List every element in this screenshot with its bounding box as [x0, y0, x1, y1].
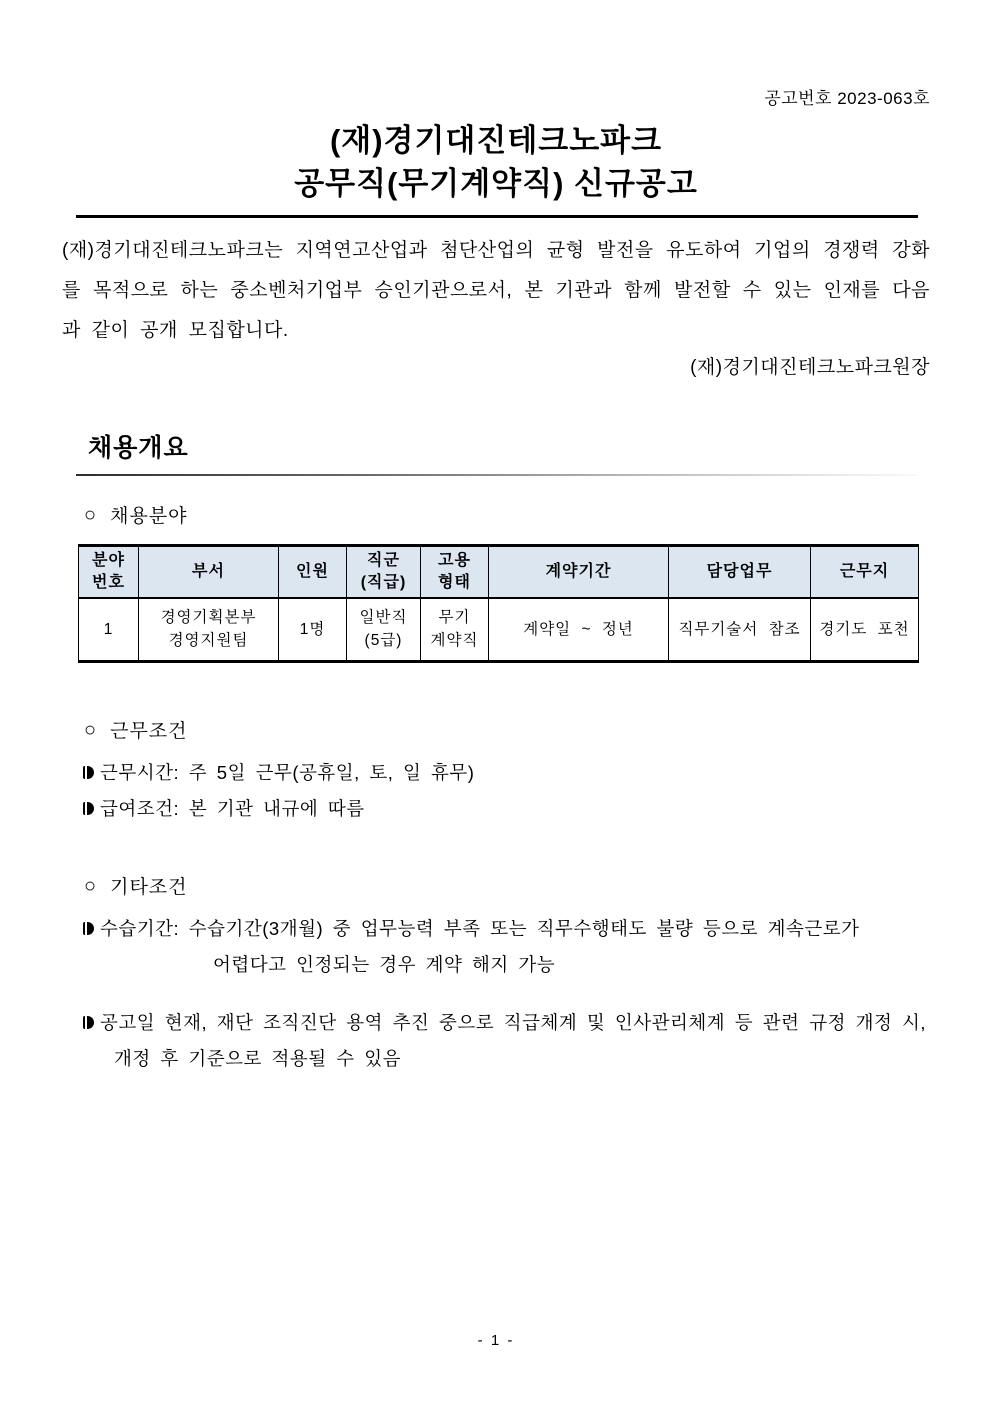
other-condition-continuation: 어렵다고 인정되는 경우 계약 해지 가능 — [213, 954, 556, 975]
col-header-text: 직군 — [367, 551, 400, 569]
col-header-employ-type — [421, 546, 489, 598]
other-condition-item — [62, 1005, 930, 1077]
recruit-table-header — [79, 546, 919, 598]
half-circle-bullet-icon — [83, 802, 94, 815]
col-header-contract-period — [489, 546, 669, 598]
document-title-line1: (재)경기대진테크노파크 — [329, 123, 663, 158]
document-title-line2: 공무직(무기계약직) 신규공고 — [294, 166, 698, 201]
circle-bullet-icon: ○ — [84, 874, 98, 897]
work-condition-text: 급여조건: 본 기관 내규에 따름 — [100, 798, 365, 819]
subsection-work-conditions — [62, 716, 930, 743]
half-circle-bullet-icon — [83, 922, 94, 935]
other-condition-line — [62, 1005, 930, 1041]
cell-department — [139, 598, 279, 662]
intro-paragraph: (재)경기대진테크노파크는 지역연고산업과 첨단산업의 균형 발전을 유도하여 기업의 경쟁력 강화를 목적으로 하는 중소벤처기업부 승인기관으로서, 본 기관과 함께 발전할 수 있는 인재를 다음과 같이 공개 모집합니다. — [62, 240, 930, 341]
col-header-headcount — [279, 546, 347, 598]
document-title — [62, 119, 930, 205]
subsection-work-conditions-label: 근무조건 — [110, 721, 188, 742]
col-header-duty — [669, 546, 811, 598]
recruit-table — [78, 544, 919, 663]
cell-text: 계약직 — [430, 632, 479, 650]
cell-employ-type — [421, 598, 489, 662]
subsection-other-conditions-label: 기타조건 — [110, 877, 188, 898]
subsection-other-conditions — [62, 872, 930, 899]
other-condition-line — [62, 911, 930, 947]
col-header-location — [811, 546, 919, 598]
half-circle-bullet-icon — [83, 1016, 94, 1029]
col-header-text: 고용 — [438, 551, 471, 569]
col-header-department — [139, 546, 279, 598]
col-header-text: 분야 — [92, 551, 125, 569]
document-content — [62, 0, 930, 1077]
section-heading-rule — [76, 474, 918, 476]
subsection-recruit-field — [62, 501, 930, 528]
page-number: - 1 - — [477, 1332, 515, 1349]
cell-text: (5급) — [364, 632, 403, 650]
cell-text: 일반직 — [359, 609, 408, 627]
col-header-text: (직급) — [360, 573, 407, 591]
table-row — [79, 598, 919, 662]
cell-text: 무기 — [438, 609, 471, 627]
cell-headcount: 1명 — [279, 598, 347, 662]
other-condition-text: 수습기간: 수습기간(3개월) 중 업무능력 부족 또는 직무수행태도 불량 등으로 계속근로가 — [100, 918, 860, 939]
cell-duty: 직무기술서 참조 — [669, 598, 811, 662]
cell-location: 경기도 포천 — [811, 598, 919, 662]
col-header-text: 번호 — [92, 573, 125, 591]
col-header-field-no — [79, 546, 139, 598]
announcement-number: 공고번호 2023-063호 — [764, 89, 930, 108]
col-header-text: 담당업무 — [706, 562, 773, 580]
other-condition-continuation: 개정 후 기준으로 적용될 수 있음 — [114, 1048, 402, 1069]
other-condition-item — [62, 911, 930, 983]
cell-contract-period: 계약일 ~ 정년 — [489, 598, 669, 662]
other-condition-text: 공고일 현재, 재단 조직진단 용역 추진 중으로 직급체계 및 인사관리체계 등 관련 규정 개정 시, — [100, 1012, 926, 1033]
recruit-table-body — [79, 598, 919, 662]
col-header-job-group — [347, 546, 421, 598]
cell-text: 경영기획본부 — [160, 609, 257, 627]
circle-bullet-icon: ○ — [84, 503, 98, 526]
cell-text: 경영지원팀 — [168, 632, 249, 650]
section-heading-recruit-overview: 채용개요 — [88, 434, 189, 462]
signer-line: (재)경기대진테크노파크원장 — [690, 357, 930, 378]
cell-field-no: 1 — [79, 598, 139, 662]
work-condition-item — [62, 791, 930, 827]
cell-job-group — [347, 598, 421, 662]
work-condition-item — [62, 755, 930, 791]
col-header-text: 부서 — [192, 562, 225, 580]
work-condition-text: 근무시간: 주 5일 근무(공휴일, 토, 일 휴무) — [100, 762, 475, 783]
subsection-recruit-field-label: 채용분야 — [110, 506, 188, 527]
half-circle-bullet-icon — [83, 766, 94, 779]
col-header-text: 형태 — [438, 573, 471, 591]
table-header-row — [79, 546, 919, 598]
title-divider-rule — [76, 215, 918, 218]
col-header-text: 계약기간 — [545, 562, 612, 580]
circle-bullet-icon: ○ — [84, 718, 98, 741]
col-header-text: 인원 — [296, 562, 329, 580]
col-header-text: 근무지 — [839, 562, 890, 580]
